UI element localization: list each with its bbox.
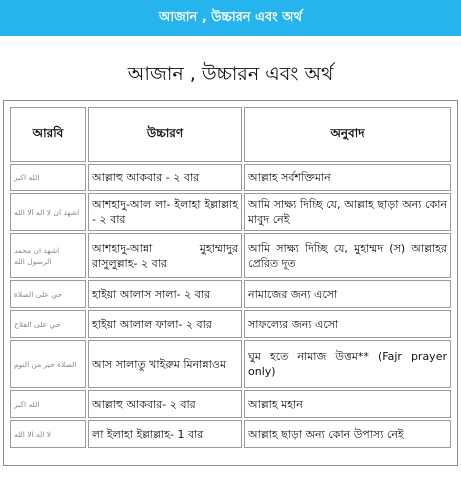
meaning-cell: আমি সাক্ষ্য দিচ্ছি যে, মুহাম্মদ (স) আল্লাহর প্রেরিত দূত (244, 233, 451, 278)
table-header-row (10, 107, 451, 162)
arabic-cell: اشهد ان لا اله الا الله (10, 193, 86, 231)
pronunciation-cell: লা ইলাহা ইল্লাল্লাহ- 1 বার (88, 420, 242, 448)
page-title: আজান , উচ্চারন এবং অর্থ (127, 63, 334, 85)
app-bar (0, 0, 461, 36)
meaning-cell: আমি সাক্ষ্য দিচ্ছি যে, আল্লাহ ছাড়া অন্য কোন মাবুদ নেই (244, 193, 451, 231)
meaning-cell: সাফল্যের জন্য এসো (244, 310, 451, 338)
table-row (10, 233, 451, 278)
pronunciation-cell: আল্লাহু আকবার - ২ বার (88, 164, 242, 191)
header-pronunciation: উচ্চারণ (88, 107, 242, 162)
header-meaning: অনুবাদ (244, 107, 451, 162)
pronunciation-cell: আশহাদু-আন্না মুহাম্মাদুর রাসুলুল্লাহ- ২ বার (88, 233, 242, 278)
arabic-cell: حي على الصلاة (10, 280, 86, 308)
table-row (10, 310, 451, 338)
table-row (10, 164, 451, 191)
table-row (10, 340, 451, 388)
pronunciation-cell: আল্লাহু আকবার- ২ বার (88, 390, 242, 418)
table-row (10, 390, 451, 418)
arabic-cell: لا اله الا الله (10, 420, 86, 448)
arabic-cell: الله اكبر (10, 164, 86, 191)
arabic-cell: الله اكبر (10, 390, 86, 418)
pronunciation-cell: আশহাদু-আল লা- ইলাহা ইল্লাল্লাহ - ২ বার (88, 193, 242, 231)
meaning-cell: ঘুম হতে নামাজ উত্তম** (Fajr prayer only) (244, 340, 451, 388)
pronunciation-cell: হাইয়া আলাস সালা- ২ বার (88, 280, 242, 308)
adhan-table-container (3, 100, 458, 466)
table-row (10, 420, 451, 448)
table-row (10, 193, 451, 231)
meaning-cell: আল্লাহ মহান (244, 390, 451, 418)
arabic-cell: الصلاة خير من النوم (10, 340, 86, 388)
pronunciation-cell: হাইয়া আলাল ফালা- ২ বার (88, 310, 242, 338)
meaning-cell: নামাজের জন্য এসো (244, 280, 451, 308)
arabic-cell: حي على الفلاح (10, 310, 86, 338)
app-bar-title: আজান , উচ্চারন এবং অর্থ (158, 10, 302, 25)
table-row (10, 280, 451, 308)
adhan-table (8, 105, 453, 450)
arabic-cell: اشهد ان محمد الرسول الله (10, 233, 86, 278)
header-arabic: আরবি (10, 107, 86, 162)
meaning-cell: আল্লাহ ছাড়া অন্য কোন উপাস্য নেই (244, 420, 451, 448)
pronunciation-cell: আস সালাতু খাইরুম মিনান্নাওম (88, 340, 242, 388)
meaning-cell: আল্লাহ সর্বশক্তিমান (244, 164, 451, 191)
